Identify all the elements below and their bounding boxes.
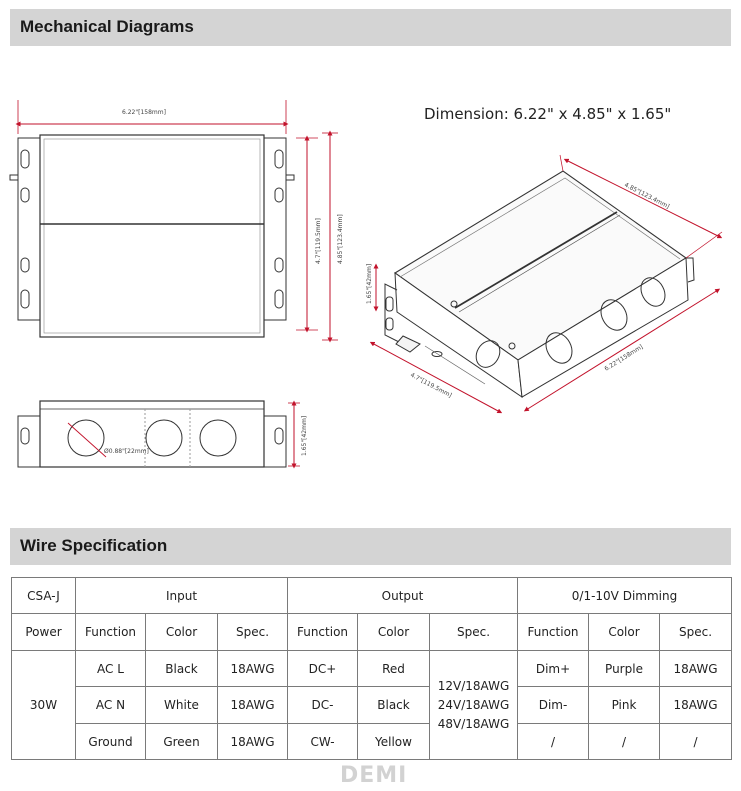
mechanical-diagrams-header <box>10 9 731 46</box>
dimming-color: Purple <box>589 651 660 687</box>
dimming-spec-header: Spec. <box>660 614 732 651</box>
top-view <box>10 135 294 337</box>
top-inner-height-label: 4.7"[119.5mm] <box>315 218 322 264</box>
iso-width-label: 6.22"[158mm] <box>603 343 645 373</box>
power-header: Power <box>12 614 76 651</box>
iso-height-label: 1.65"[42mm] <box>366 263 373 304</box>
column-header-row <box>12 614 732 651</box>
iso-front-label: 4.7"[119.5mm] <box>409 371 453 400</box>
top-width-label: 6.22"[158mm] <box>122 109 166 116</box>
output-group-header: Output <box>288 578 518 614</box>
input-color: Black <box>146 651 218 687</box>
dimming-group-header: 0/1-10V Dimming <box>518 578 732 614</box>
mount-slot <box>21 258 29 272</box>
input-spec: 18AWG <box>218 687 288 724</box>
mount-slot <box>275 258 283 272</box>
table-row <box>12 651 732 687</box>
table-row <box>12 724 732 760</box>
output-function: CW- <box>288 724 358 760</box>
section-title: Mechanical Diagrams <box>20 17 194 36</box>
top-outer-height-label: 4.85"[123.4mm] <box>337 214 344 264</box>
isometric-view <box>385 171 694 397</box>
mount-slot <box>21 188 29 202</box>
knockout-hole <box>200 420 236 456</box>
side-view <box>18 401 286 467</box>
model-cell: CSA-J <box>12 578 76 614</box>
output-function: DC+ <box>288 651 358 687</box>
dimming-spec: 18AWG <box>660 687 732 724</box>
output-function: DC- <box>288 687 358 724</box>
input-function: Ground <box>76 724 146 760</box>
mount-slot <box>275 290 283 308</box>
input-spec: 18AWG <box>218 651 288 687</box>
input-spec-header: Spec. <box>218 614 288 651</box>
output-color-header: Color <box>358 614 430 651</box>
group-header-row <box>12 578 732 614</box>
dimming-color: Pink <box>589 687 660 724</box>
wire-spec-table <box>11 577 732 760</box>
output-spec-header: Spec. <box>430 614 518 651</box>
side-height-label: 1.65"[42mm] <box>301 415 308 456</box>
dimension-summary: Dimension: 6.22" x 4.85" x 1.65" <box>424 105 672 123</box>
mount-slot <box>275 150 283 168</box>
input-function-header: Function <box>76 614 146 651</box>
input-color-header: Color <box>146 614 218 651</box>
knockout-hole <box>146 420 182 456</box>
mount-slot <box>21 150 29 168</box>
side-body <box>40 401 264 467</box>
output-function-header: Function <box>288 614 358 651</box>
input-group-header: Input <box>76 578 288 614</box>
input-function: AC N <box>76 687 146 724</box>
input-color: Green <box>146 724 218 760</box>
input-spec: 18AWG <box>218 724 288 760</box>
output-color: Red <box>358 651 430 687</box>
dimming-function: / <box>518 724 589 760</box>
dimming-function: Dim+ <box>518 651 589 687</box>
iso-depth-label: 4.85"[123.4mm] <box>623 181 671 211</box>
output-spec-value: 12V/18AWG <box>437 678 510 693</box>
section-title: Wire Specification <box>20 536 168 555</box>
dimming-spec: 18AWG <box>660 651 732 687</box>
output-spec-value: 24V/18AWG <box>437 697 510 712</box>
knockout-diameter-label: Ø0.88"[22mm] <box>104 448 149 455</box>
mount-slot <box>275 188 283 202</box>
input-function: AC L <box>76 651 146 687</box>
table-row <box>12 687 732 724</box>
output-spec-value: 48V/18AWG <box>437 716 510 731</box>
input-color: White <box>146 687 218 724</box>
output-spec-cell <box>430 651 518 760</box>
output-color: Yellow <box>358 724 430 760</box>
housing-body <box>40 135 264 337</box>
dimming-color-header: Color <box>589 614 660 651</box>
dimming-function: Dim- <box>518 687 589 724</box>
mount-slot <box>21 290 29 308</box>
dimming-function-header: Function <box>518 614 589 651</box>
output-color: Black <box>358 687 430 724</box>
dimming-color: / <box>589 724 660 760</box>
brand-watermark: DEMI <box>340 763 408 788</box>
power-value: 30W <box>12 651 76 760</box>
wire-specification-header <box>10 528 731 565</box>
dimming-spec: / <box>660 724 732 760</box>
